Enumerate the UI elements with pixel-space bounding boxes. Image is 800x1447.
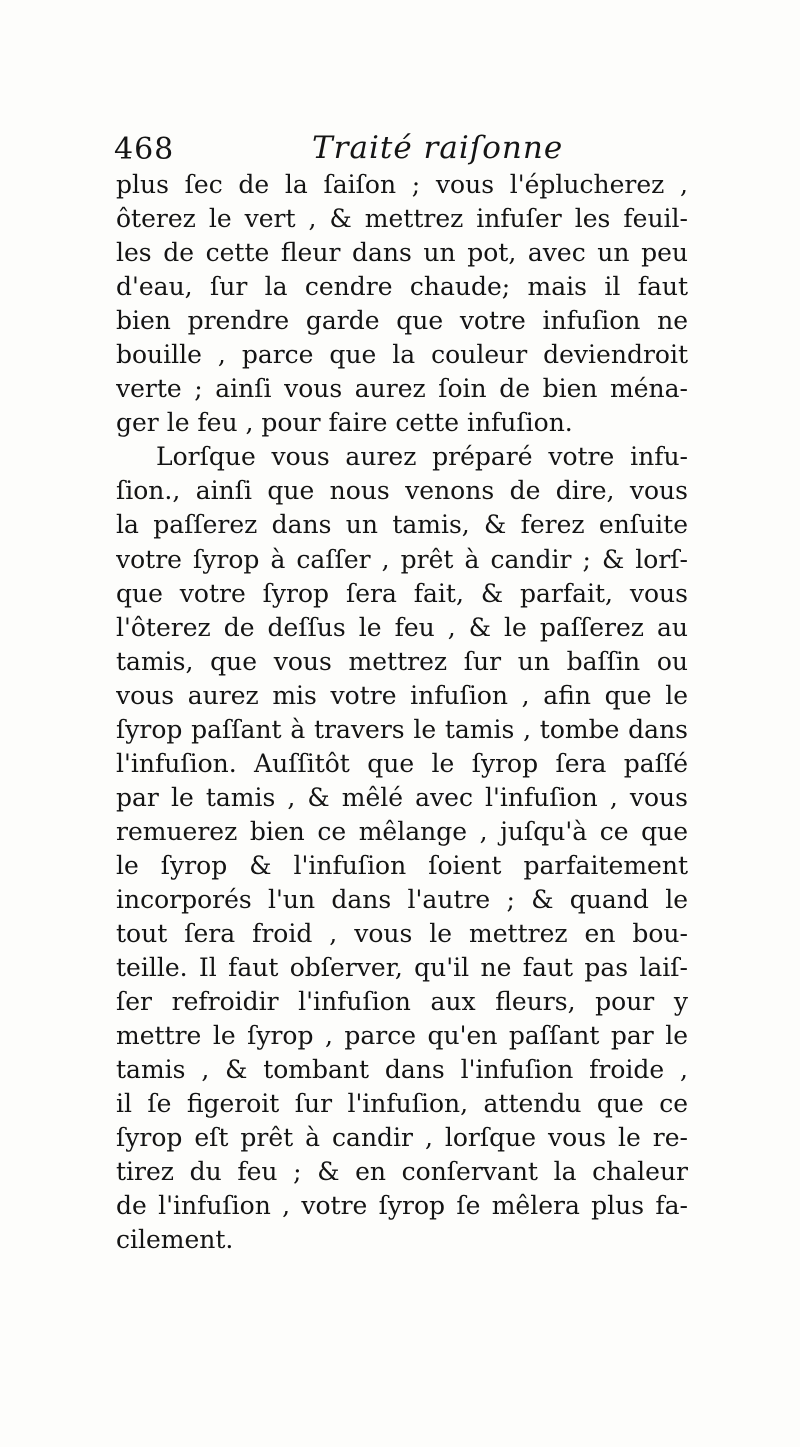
text-line: Lorſque vous aurez préparé votre infu- bbox=[156, 442, 688, 472]
text-line: tamis , & tombant dans l'infuſion froide , bbox=[116, 1055, 688, 1085]
text-line: ſion., ainſi que nous venons de dire, vous bbox=[116, 476, 688, 506]
page-number: 468 bbox=[114, 132, 175, 167]
text-line: cilement. bbox=[116, 1225, 234, 1255]
text-line: la paſſerez dans un tamis, & ferez enſuite bbox=[116, 510, 688, 540]
text-line: vous aurez mis votre infuſion , afin que le bbox=[116, 680, 688, 710]
text-line: bouille , parce que la couleur deviendroit bbox=[116, 340, 688, 370]
body-text bbox=[116, 168, 688, 1258]
text-line: tamis, que vous mettrez ſur un baſſin ou bbox=[116, 646, 688, 676]
text-line: remuerez bien ce mêlange , juſqu'à ce que bbox=[116, 816, 688, 846]
text-line: les de cette fleur dans un pot, avec un peu bbox=[116, 238, 688, 268]
text-line: tout ſera froid , vous le mettrez en bou- bbox=[116, 919, 688, 949]
text-line: l'infuſion. Auſſitôt que le ſyrop ſera paſſé bbox=[116, 748, 688, 778]
text-line: d'eau, ſur la cendre chaude; mais il faut bbox=[116, 272, 688, 302]
text-line: ſyrop paſſant à travers le tamis , tombe dans bbox=[116, 714, 688, 744]
text-line: le ſyrop & l'infuſion ſoient parfaitement bbox=[116, 850, 688, 880]
text-line: incorporés l'un dans l'autre ; & quand le bbox=[116, 884, 688, 914]
text-line: teille. Il faut obſerver, qu'il ne faut pas laiſ- bbox=[116, 953, 688, 983]
text-line: que votre ſyrop ſera fait, & parfait, vous bbox=[116, 578, 688, 608]
text-line: l'ôterez de deſſus le feu , & le paſſerez au bbox=[116, 612, 688, 642]
text-line: ſer refroidir l'infuſion aux fleurs, pour y bbox=[116, 987, 688, 1017]
running-header bbox=[114, 128, 694, 172]
text-line: bien prendre garde que votre infuſion ne bbox=[116, 306, 688, 336]
running-title: Traité raiſonne bbox=[312, 130, 564, 166]
text-line: plus ſec de la ſaiſon ; vous l'éplucherez , bbox=[116, 170, 688, 199]
text-line: verte ; ainſi vous aurez ſoin de bien ména- bbox=[116, 374, 688, 404]
text-line: tirez du feu ; & en conſervant la chaleur bbox=[116, 1157, 688, 1187]
text-line: votre ſyrop à caſſer , prêt à candir ; & lorſ- bbox=[116, 544, 688, 574]
text-line: de l'infuſion , votre ſyrop ſe mêlera plus fa- bbox=[116, 1191, 688, 1221]
text-line: mettre le ſyrop , parce qu'en paſſant par le bbox=[116, 1021, 688, 1051]
text-line: ôterez le vert , & mettrez infuſer les feuil- bbox=[116, 204, 688, 234]
text-line: il ſe figeroit ſur l'infuſion, attendu que ce bbox=[116, 1089, 688, 1119]
text-line: par le tamis , & mêlé avec l'infuſion , vous bbox=[116, 782, 688, 812]
text-line: ſyrop eſt prêt à candir , lorſque vous le re- bbox=[116, 1123, 688, 1153]
text-line: ger le feu , pour faire cette infuſion. bbox=[116, 408, 573, 438]
